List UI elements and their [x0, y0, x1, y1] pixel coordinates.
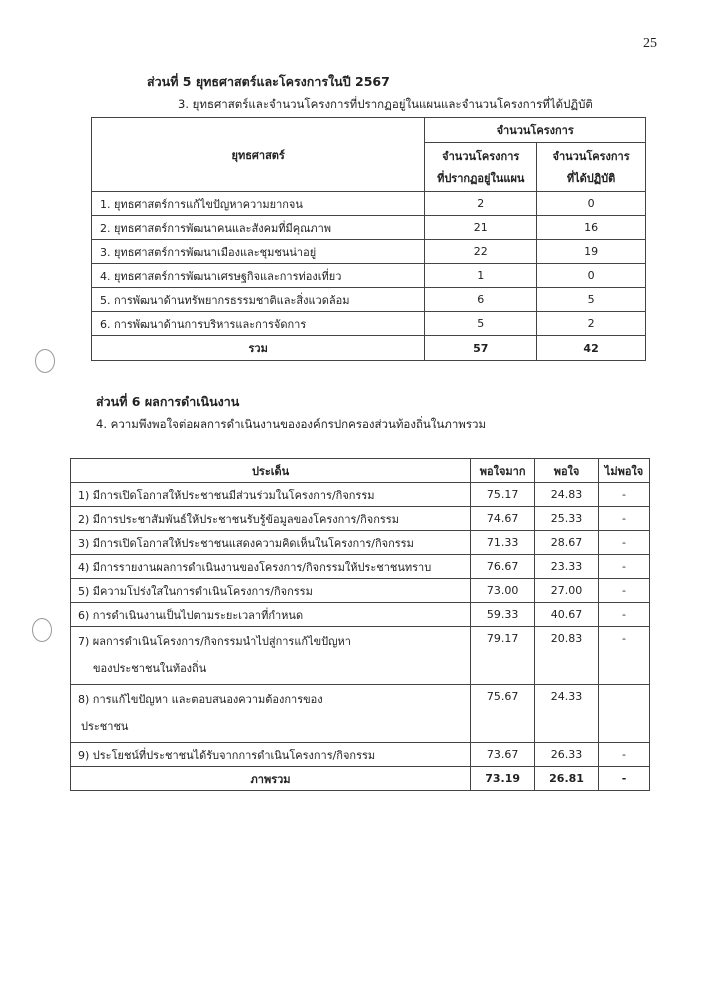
header-not-satisfied: ไม่พอใจ — [599, 459, 650, 483]
header-in-plan: จำนวนโครงการ ที่ปรากฏอยู่ในแผน — [425, 143, 537, 192]
strategy-projects-table — [91, 117, 646, 361]
table-row: 2) มีการประชาสัมพันธ์ให้ประชาชนรับรู้ข้อมูลของโครงการ/กิจกรรม 74.67 25.33 - — [71, 507, 650, 531]
header-issue: ประเด็น — [71, 459, 471, 483]
section6-title: ส่วนที่ 6 ผลการดำเนินงาน — [96, 394, 240, 409]
header-done: จำนวนโครงการ ที่ได้ปฏิบัติ — [537, 143, 646, 192]
table-row: 9) ประโยชน์ที่ประชาชนได้รับจากการดำเนินโครงการ/กิจกรรม 73.67 26.33 - — [71, 743, 650, 767]
section5-subtitle: 3. ยุทธศาสตร์และจำนวนโครงการที่ปรากฏอยู่ในแผนและจำนวนโครงการที่ได้ปฏิบัติ — [178, 97, 593, 111]
table-row: 5) มีความโปร่งใสในการดำเนินโครงการ/กิจกรรม 73.00 27.00 - — [71, 579, 650, 603]
table-row: 6) การดำเนินงานเป็นไปตามระยะเวลาที่กำหนด 59.33 40.67 - — [71, 603, 650, 627]
punch-hole-mark — [32, 618, 52, 642]
table-total-row: ภาพรวม 73.19 26.81 - — [71, 767, 650, 791]
table-row: 1) มีการเปิดโอกาสให้ประชาชนมีส่วนร่วมในโครงการ/กิจกรรม 75.17 24.83 - — [71, 483, 650, 507]
table-row: 3. ยุทธศาสตร์การพัฒนาเมืองและชุมชนน่าอยู่ 22 19 — [92, 240, 646, 264]
table-row: 3) มีการเปิดโอกาสให้ประชาชนแสดงความคิดเห็นในโครงการ/กิจกรรม 71.33 28.67 - — [71, 531, 650, 555]
table-header-row — [71, 459, 650, 483]
table-row: 8) การแก้ไขปัญหา และตอบสนองความต้องการของ ประชาชน 75.67 24.33 — [71, 685, 650, 743]
punch-hole-mark — [35, 349, 55, 373]
table-total-row: รวม 57 42 — [92, 336, 646, 361]
table-row: 7) ผลการดำเนินโครงการ/กิจกรรมนำไปสู่การแก้ไขปัญหา ของประชาชนในท้องถิ่น 79.17 20.83 - — [71, 627, 650, 685]
page-number: 25 — [643, 36, 657, 51]
satisfaction-table — [70, 458, 650, 791]
table-row: 4) มีการรายงานผลการดำเนินงานของโครงการ/กิจกรรมให้ประชาชนทราบ 76.67 23.33 - — [71, 555, 650, 579]
header-satisfied: พอใจ — [535, 459, 599, 483]
header-very-satisfied: พอใจมาก — [471, 459, 535, 483]
table-row: 5. การพัฒนาด้านทรัพยากรธรรมชาติและสิ่งแวดล้อม 6 5 — [92, 288, 646, 312]
header-strategy: ยุทธศาสตร์ — [92, 118, 425, 192]
table-row: 6. การพัฒนาด้านการบริหารและการจัดการ 5 2 — [92, 312, 646, 336]
table-row: 2. ยุทธศาสตร์การพัฒนาคนและสังคมที่มีคุณภาพ 21 16 — [92, 216, 646, 240]
section5-title: ส่วนที่ 5 ยุทธศาสตร์และโครงการในปี 2567 — [147, 74, 390, 89]
table-row: 1. ยุทธศาสตร์การแก้ไขปัญหาความยากจน 2 0 — [92, 192, 646, 216]
header-project-count: จำนวนโครงการ — [425, 118, 646, 143]
table-row: 4. ยุทธศาสตร์การพัฒนาเศรษฐกิจและการท่องเที่ยว 1 0 — [92, 264, 646, 288]
table-header-row — [92, 118, 646, 143]
section6-subtitle: 4. ความพึงพอใจต่อผลการดำเนินงานขององค์กรปกครองส่วนท้องถิ่นในภาพรวม — [96, 417, 487, 431]
